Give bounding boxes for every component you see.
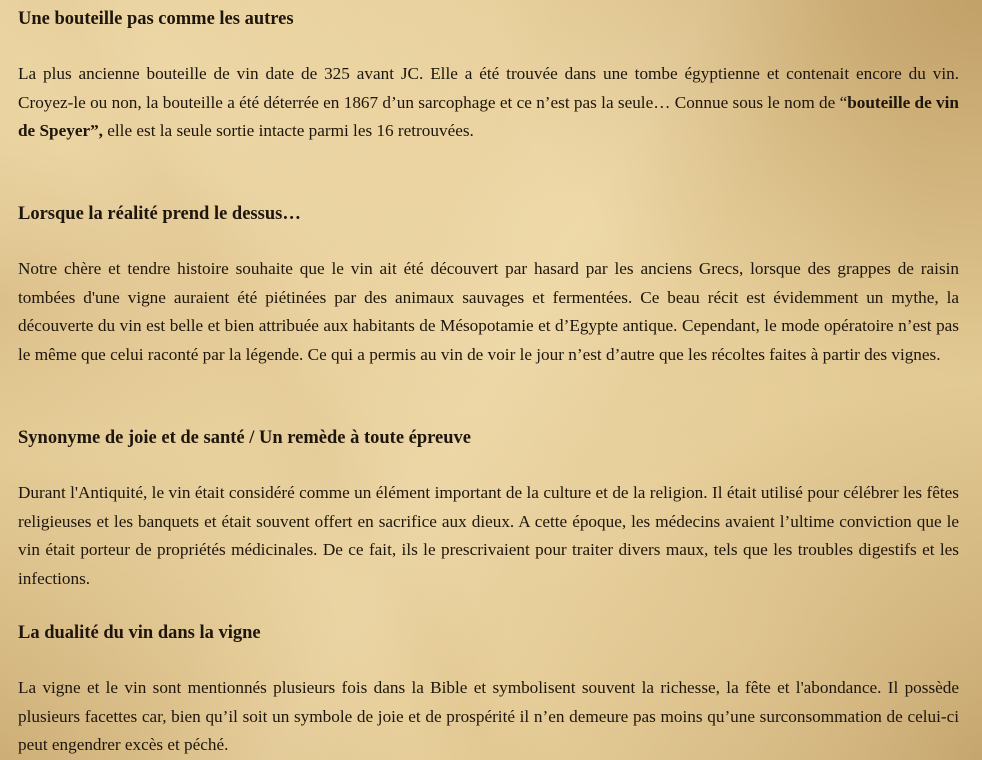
section-heading-realite: Lorsque la réalité prend le dessus… bbox=[18, 204, 301, 224]
section-paragraph-realite: Notre chère et tendre histoire souhaite que le vin ait été découvert par hasard par les anciens Grecs, lorsque des grappes de raisin tombées d'une vigne auraient été piétinées par des animaux sauvages et fermentées. Ce beau récit est évidemment un mythe, la découverte du vin est belle et bien attribuée aux habitants de Mésopotamie et d’Egypte antique. Cependant, le mode opératoire n’est pas le même que celui raconté par la légende. Ce qui a permis au vin de voir le jour n’est d’autre que les récoltes faites à partir des vignes. bbox=[18, 259, 959, 364]
section-heading-joie-sante: Synonyme de joie et de santé / Un remède à toute épreuve bbox=[18, 428, 472, 448]
bold-bottle-name: bouteille de vin de Speyer”, bbox=[18, 92, 959, 140]
paragraph-text: La plus ancienne bouteille de vin date de 325 avant JC. Elle a été trouvée dans une tombe égyptienne et contenait encore du vin. Croyez-le ou non, la bouteille a été déterrée en 1867 d’un sarcophage et ce n’est pas la seule… Connue sous le nom de “ bbox=[18, 64, 959, 112]
section-heading-dualite: La dualité du vin dans la vigne bbox=[18, 623, 261, 643]
section-paragraph-bouteille bbox=[18, 60, 959, 146]
section-paragraph-dualite: La vigne et le vin sont mentionnés plusieurs fois dans la Bible et symbolisent souvent la richesse, la fête et l'abondance. Il possède plusieurs facettes car, bien qu’il soit un symbole de joie et de prospérité il n’en demeure pas moins qu’une surconsommation de celui-ci peut engendrer excès et péché. bbox=[18, 678, 959, 754]
section-paragraph-joie-sante: Durant l'Antiquité, le vin était considéré comme un élément important de la culture et de la religion. Il était utilisé pour célébrer les fêtes religieuses et les banquets et était souvent offert en sacrifice aux dieux. A cette époque, les médecins avaient l’ultime conviction que le vin était porteur de propriétés médicinales. De ce fait, ils le prescrivaient pour traiter divers maux, tels que les troubles digestifs et les infections. bbox=[18, 483, 959, 588]
section-heading-bouteille: Une bouteille pas comme les autres bbox=[18, 9, 294, 29]
paragraph-text: elle est la seule sortie intacte parmi les 16 retrouvées. bbox=[102, 121, 474, 140]
